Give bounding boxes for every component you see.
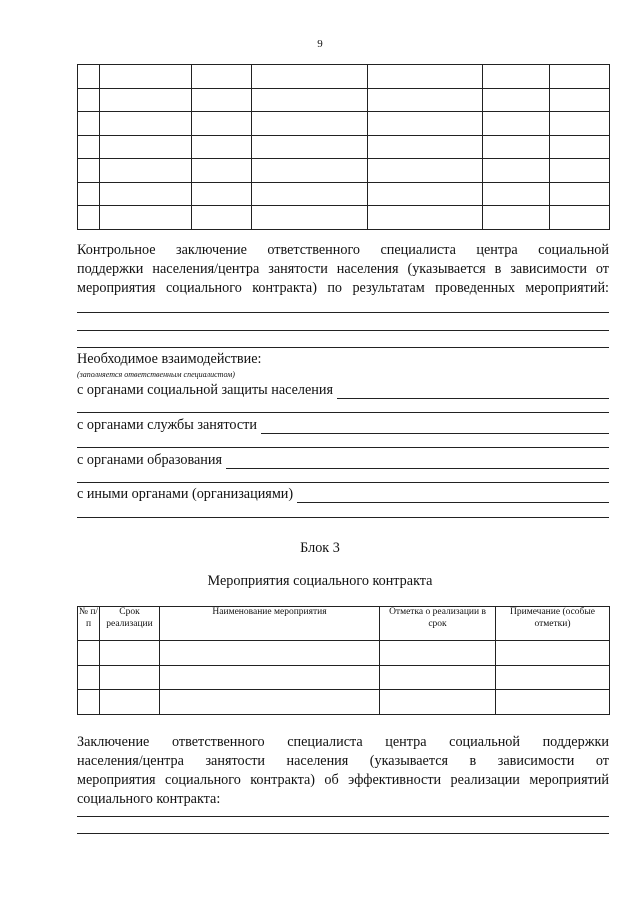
- fill-line[interactable]: [77, 833, 609, 834]
- table-row: [78, 206, 610, 230]
- table-cell[interactable]: [252, 159, 368, 183]
- table-cell[interactable]: [192, 65, 252, 89]
- table-cell[interactable]: [380, 665, 496, 690]
- table-cell[interactable]: [78, 159, 100, 183]
- table-cell[interactable]: [368, 182, 483, 206]
- table-row: [78, 690, 610, 715]
- table-cell[interactable]: [78, 690, 100, 715]
- table-cell[interactable]: [550, 88, 610, 112]
- final-conclusion-line-4: социального контракта:: [77, 791, 221, 807]
- table-cell[interactable]: [252, 206, 368, 230]
- table-row: [78, 112, 610, 136]
- table-cell[interactable]: [78, 641, 100, 666]
- fill-line[interactable]: [77, 816, 609, 817]
- table-cell[interactable]: [483, 88, 550, 112]
- table-cell[interactable]: [78, 665, 100, 690]
- table-cell[interactable]: [100, 88, 192, 112]
- interaction-item-other: [77, 485, 609, 503]
- table-cell[interactable]: [368, 206, 483, 230]
- final-conclusion-line-1: Заключение ответственного специалиста центра социальной поддержки: [77, 734, 609, 750]
- table-cell[interactable]: [100, 159, 192, 183]
- continuation-table: [77, 64, 610, 230]
- table-cell[interactable]: [368, 112, 483, 136]
- interaction-item-label: с органами образования: [77, 452, 222, 468]
- table-cell[interactable]: [78, 65, 100, 89]
- table-cell[interactable]: [380, 641, 496, 666]
- table-cell[interactable]: [78, 135, 100, 159]
- table-cell[interactable]: [100, 135, 192, 159]
- table-cell[interactable]: [160, 641, 380, 666]
- column-header-number: № п/п: [78, 607, 100, 641]
- table-cell[interactable]: [78, 112, 100, 136]
- table-row: [78, 641, 610, 666]
- table-cell[interactable]: [368, 135, 483, 159]
- fill-line[interactable]: [77, 482, 609, 483]
- table-cell[interactable]: [160, 690, 380, 715]
- table-cell[interactable]: [100, 182, 192, 206]
- table-cell[interactable]: [550, 182, 610, 206]
- control-conclusion-text: [77, 241, 609, 298]
- table-cell[interactable]: [100, 690, 160, 715]
- column-header-term: Срок реализации: [100, 607, 160, 641]
- table-row: [78, 665, 610, 690]
- column-header-activity-name: Наименование мероприятия: [160, 607, 380, 641]
- table-cell[interactable]: [78, 182, 100, 206]
- table-row: [78, 159, 610, 183]
- table-cell[interactable]: [368, 65, 483, 89]
- fill-line[interactable]: [77, 517, 609, 518]
- table-cell[interactable]: [368, 88, 483, 112]
- interaction-item-label: с иными органами (организациями): [77, 486, 294, 502]
- table-cell[interactable]: [550, 135, 610, 159]
- column-header-note: Примечание (особые отметки): [496, 607, 610, 641]
- table-cell[interactable]: [100, 206, 192, 230]
- table-row: [78, 182, 610, 206]
- table-cell[interactable]: [252, 135, 368, 159]
- interaction-title: Необходимое взаимодействие:: [77, 351, 262, 367]
- fill-line[interactable]: [77, 330, 609, 331]
- interaction-item-social-protection: [77, 381, 609, 399]
- table-cell[interactable]: [252, 65, 368, 89]
- fill-line[interactable]: [337, 384, 609, 399]
- control-conclusion-line-3: мероприятия социального контракта) по результатам проведенных мероприятий:: [77, 280, 609, 296]
- page-number: 9: [317, 38, 323, 50]
- interaction-item-label: с органами службы занятости: [77, 417, 257, 433]
- fill-line[interactable]: [226, 454, 609, 469]
- interaction-item-employment: [77, 416, 609, 434]
- fill-line[interactable]: [261, 419, 609, 434]
- activities-table: [77, 606, 610, 715]
- fill-line[interactable]: [77, 312, 609, 313]
- block-subtitle: Мероприятия социального контракта: [207, 573, 433, 589]
- table-cell[interactable]: [252, 182, 368, 206]
- table-cell[interactable]: [192, 88, 252, 112]
- table-row: [78, 135, 610, 159]
- table-row: [78, 65, 610, 89]
- table-cell[interactable]: [100, 641, 160, 666]
- table-cell[interactable]: [368, 159, 483, 183]
- table-cell[interactable]: [483, 112, 550, 136]
- column-header-completion-mark: Отметка о реализации в срок: [380, 607, 496, 641]
- fill-line[interactable]: [77, 347, 609, 348]
- table-cell[interactable]: [483, 65, 550, 89]
- table-row: [78, 88, 610, 112]
- table-cell[interactable]: [192, 182, 252, 206]
- table-cell[interactable]: [496, 665, 610, 690]
- table-cell[interactable]: [483, 159, 550, 183]
- table-cell[interactable]: [78, 88, 100, 112]
- table-cell[interactable]: [483, 206, 550, 230]
- table-cell[interactable]: [252, 88, 368, 112]
- table-cell[interactable]: [483, 182, 550, 206]
- fill-line[interactable]: [297, 488, 609, 503]
- table-cell[interactable]: [496, 641, 610, 666]
- interaction-note: (заполняется ответственным специалистом): [77, 370, 235, 379]
- table-cell[interactable]: [100, 665, 160, 690]
- table-cell[interactable]: [252, 112, 368, 136]
- table-cell[interactable]: [483, 135, 550, 159]
- final-conclusion-line-3: мероприятия социального контракта) об эффективности реализации мероприятий: [77, 772, 609, 788]
- final-conclusion-line-2: населения/центра занятости населения (указывается в зависимости от: [77, 753, 609, 769]
- fill-line[interactable]: [77, 412, 609, 413]
- fill-line[interactable]: [77, 447, 609, 448]
- table-cell[interactable]: [192, 206, 252, 230]
- interaction-item-label: с органами социальной защиты населения: [77, 382, 333, 398]
- table-cell[interactable]: [550, 112, 610, 136]
- table-cell[interactable]: [550, 206, 610, 230]
- table-cell[interactable]: [380, 690, 496, 715]
- table-cell[interactable]: [192, 112, 252, 136]
- table-cell[interactable]: [192, 135, 252, 159]
- table-cell[interactable]: [192, 159, 252, 183]
- table-header-row: [78, 607, 610, 641]
- table-cell[interactable]: [78, 206, 100, 230]
- table-cell[interactable]: [550, 65, 610, 89]
- control-conclusion-line-1: Контрольное заключение ответственного специалиста центра социальной: [77, 242, 609, 258]
- table-cell[interactable]: [496, 690, 610, 715]
- control-conclusion-line-2: поддержки населения/центра занятости населения (указывается в зависимости от: [77, 261, 609, 277]
- interaction-item-education: [77, 451, 609, 469]
- table-cell[interactable]: [100, 112, 192, 136]
- block-title: Блок 3: [300, 540, 340, 556]
- final-conclusion-text: [77, 733, 609, 809]
- table-cell[interactable]: [160, 665, 380, 690]
- table-cell[interactable]: [550, 159, 610, 183]
- table-cell[interactable]: [100, 65, 192, 89]
